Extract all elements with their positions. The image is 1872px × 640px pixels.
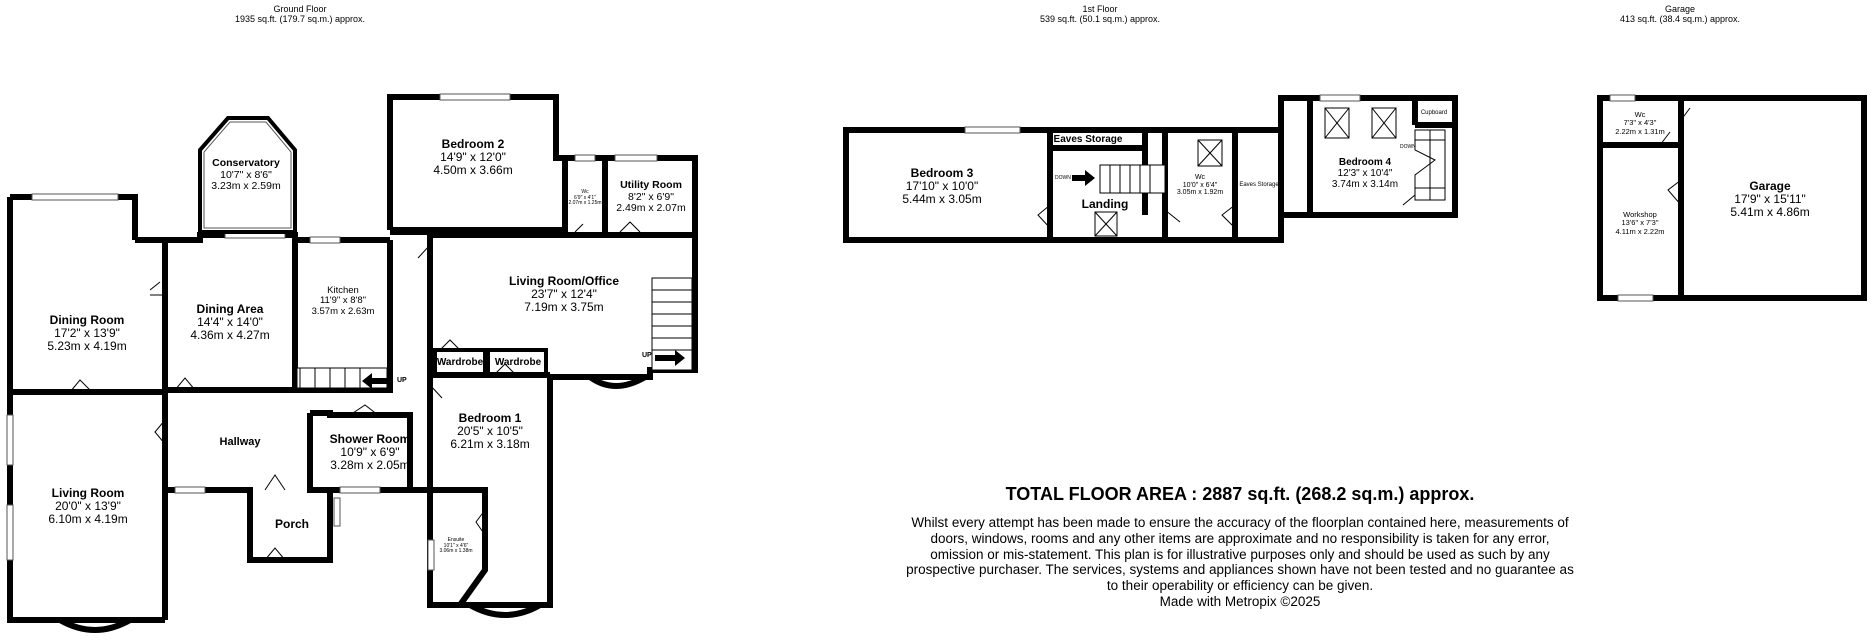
room-living-office — [509, 275, 619, 315]
room-utility — [616, 180, 685, 215]
room-imperial: 20'0" x 13'9" — [55, 499, 121, 514]
credit-text: Made with Metropix ©2025 — [1159, 593, 1321, 609]
room-metric: 3.28m x 2.05m — [330, 458, 410, 473]
room-name: Workshop — [1623, 210, 1657, 219]
ground-floor-header — [235, 4, 365, 25]
room-wc-ground — [568, 190, 601, 207]
room-name: Dining Area — [196, 302, 264, 316]
room-metric: 4.50m x 3.66m — [433, 163, 513, 178]
disclaimer-text: Whilst every attempt has been made to ensure the accuracy of the floorplan contained here, measurements of doors, windows, rooms and any other items are approximate and no responsibility is taken for any error, omission or mis-statement. This plan is for illustrative purposes only and should be used as such by any prospective purchaser. The services, systems and appliances shown have not been tested and no guarantee as to their operability or efficiency can be given. — [906, 515, 1574, 594]
room-metric: 5.23m x 4.19m — [47, 339, 127, 354]
room-name: Living Room — [51, 486, 125, 500]
room-imperial: 10'7" x 8'6" — [220, 168, 272, 181]
room-imperial: 8'2" x 6'9" — [628, 190, 674, 203]
room-imperial: 14'9" x 12'0" — [440, 150, 506, 165]
first-floor-header — [1040, 4, 1160, 25]
stair-up-label-office: UP — [642, 352, 652, 359]
room-ensuite — [439, 538, 472, 555]
room-metric: 2.07m x 1.25m — [568, 200, 602, 206]
total-floor-area: TOTAL FLOOR AREA : 2887 sq.ft. (268.2 sq.m.) approx. — [1005, 484, 1475, 504]
room-name: Wardrobe — [494, 357, 542, 368]
room-metric: 6.10m x 4.19m — [48, 512, 128, 527]
room-imperial: 13'6" x 7'3" — [1621, 218, 1659, 228]
room-metric: 3.57m x 2.63m — [311, 305, 375, 317]
room-kitchen — [312, 286, 375, 317]
room-dining-area — [190, 303, 269, 343]
room-name: Wc — [1194, 174, 1206, 181]
room-name: Ensuite — [447, 537, 465, 543]
room-bedroom-4 — [1332, 157, 1398, 190]
room-name: Bedroom 1 — [458, 411, 522, 425]
stair-up-label-ground: UP — [397, 377, 407, 384]
garage-title: Garage — [1664, 4, 1696, 14]
room-name: Wc — [581, 189, 589, 195]
room-name: Landing — [1081, 197, 1129, 211]
room-eaves-storage-1 — [1054, 134, 1123, 145]
room-eaves-storage-2 — [1239, 182, 1278, 189]
room-wc-first — [1177, 174, 1223, 197]
room-bedroom-1 — [450, 412, 529, 452]
room-living-room — [48, 487, 127, 527]
room-imperial: 23'7" x 12'4" — [531, 287, 597, 302]
first-floor-area: 539 sq.ft. (50.1 sq.m.) approx. — [1039, 14, 1161, 25]
room-name: Garage — [1749, 179, 1791, 193]
room-imperial: 10'1" x 4'6" — [443, 542, 469, 549]
room-imperial: 6'9" x 4'1" — [574, 194, 596, 201]
room-name: Dining Room — [49, 313, 125, 327]
room-imperial: 12'3" x 10'4" — [1337, 168, 1393, 179]
room-name: Eaves Storage — [1053, 134, 1123, 145]
ground-floor-area: 1935 sq.ft. (179.7 sq.m.) approx. — [234, 14, 366, 25]
room-name: Shower Room — [329, 432, 411, 446]
room-workshop — [1615, 211, 1664, 236]
room-landing — [1082, 198, 1129, 211]
room-metric: 2.49m x 2.07m — [616, 202, 686, 215]
room-name: Bedroom 4 — [1338, 157, 1392, 168]
garage-area: 413 sq.ft. (38.4 sq.m.) approx. — [1619, 14, 1741, 25]
room-imperial: 20'5" x 10'5" — [457, 424, 523, 439]
room-metric: 6.21m x 3.18m — [450, 437, 530, 452]
room-metric: 3.06m x 1.38m — [439, 548, 473, 554]
room-metric: 4.36m x 4.27m — [190, 328, 270, 343]
room-bedroom-3 — [902, 167, 981, 207]
room-name: Cupboard — [1420, 110, 1448, 116]
room-imperial: 10'0" x 6'4" — [1182, 181, 1218, 189]
room-cupboard — [1421, 110, 1447, 117]
room-dining-room — [47, 314, 126, 354]
room-metric: 3.23m x 2.59m — [211, 180, 281, 193]
room-name: Wardrobe — [436, 357, 484, 368]
room-imperial: 7'3" x 4'3" — [1623, 118, 1657, 128]
room-conservatory — [211, 158, 280, 193]
room-hallway — [220, 436, 261, 448]
room-imperial: 11'9" x 8'8" — [319, 295, 367, 307]
room-metric: 5.44m x 3.05m — [902, 192, 982, 207]
room-imperial: 17'10" x 10'0" — [905, 179, 979, 194]
room-wc-garage — [1615, 111, 1665, 136]
first-floor-title: 1st Floor — [1082, 4, 1118, 14]
room-porch — [275, 518, 309, 531]
room-name: Porch — [274, 517, 310, 531]
room-name: Living Room/Office — [508, 274, 620, 288]
room-imperial: 17'9" x 15'11" — [1734, 192, 1806, 207]
ground-floor-title: Ground Floor — [273, 4, 327, 14]
room-name: Bedroom 3 — [910, 166, 974, 180]
stair-down-label-landing: DOWN — [1055, 175, 1071, 181]
ground-floor-walls — [10, 97, 695, 620]
room-metric: 3.05m x 1.92m — [1176, 189, 1224, 197]
room-metric: 4.11m x 2.22m — [1615, 226, 1665, 236]
room-name: Eaves Storage — [1239, 182, 1279, 188]
garage-header — [1620, 4, 1740, 25]
room-wardrobe-1 — [437, 357, 483, 368]
room-metric: 3.74m x 3.14m — [1331, 179, 1399, 190]
room-garage — [1730, 180, 1809, 220]
stair-down-label-bedroom4: DOWN — [1400, 144, 1416, 150]
room-wardrobe-2 — [495, 357, 541, 368]
room-name: Conservatory — [212, 157, 280, 169]
room-imperial: 17'2" x 13'9" — [54, 326, 120, 341]
room-name: Utility Room — [620, 179, 682, 191]
room-name: Kitchen — [327, 285, 359, 296]
room-shower — [330, 433, 411, 473]
room-bedroom-2 — [433, 138, 512, 178]
disclaimer-block — [902, 515, 1578, 610]
room-name: Hallway — [219, 436, 261, 448]
room-imperial: 14'4" x 14'0" — [197, 315, 263, 330]
room-metric: 5.41m x 4.86m — [1730, 205, 1810, 220]
room-imperial: 10'9" x 6'9" — [340, 445, 400, 460]
room-metric: 7.19m x 3.75m — [524, 300, 604, 315]
room-name: Wc — [1634, 110, 1646, 119]
room-name: Bedroom 2 — [441, 137, 505, 151]
room-metric: 2.22m x 1.31m — [1615, 126, 1665, 136]
